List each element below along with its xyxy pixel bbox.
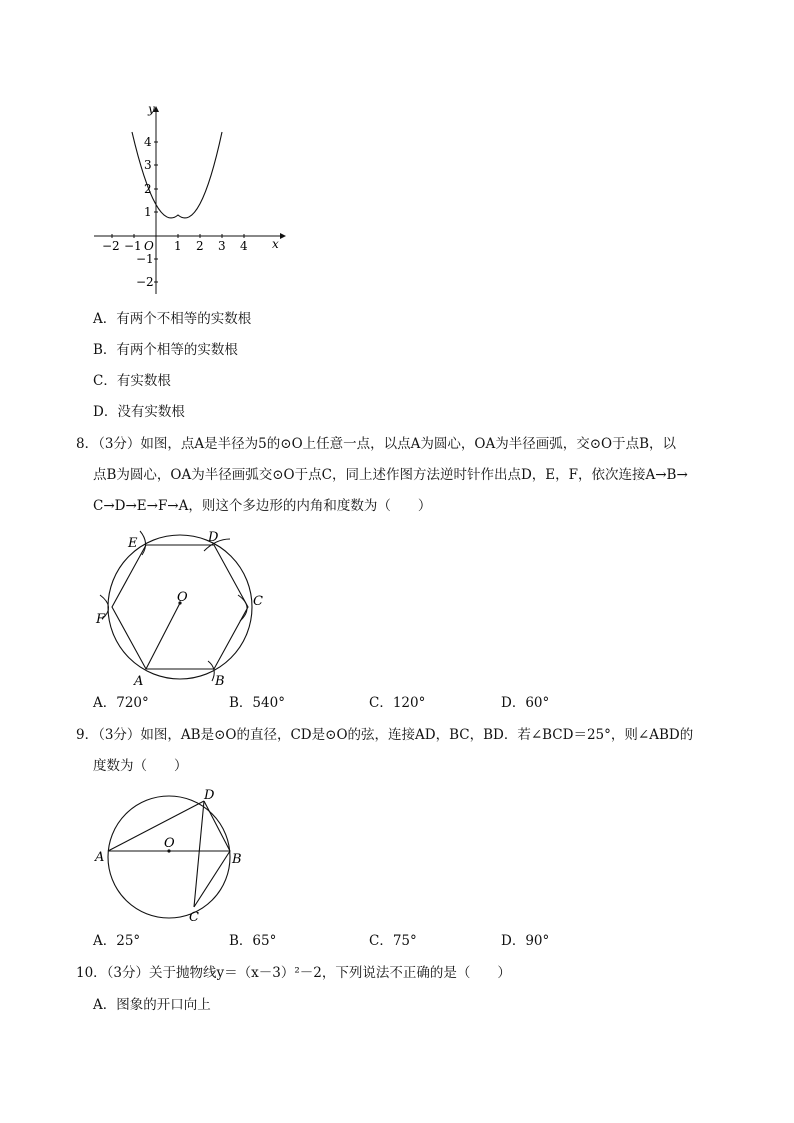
q8-stem-line2: 点B为圆心，OA为半径画弧交⊙O于点C，同上述作图方法逆时针作出点D，E，F，依次连接A→B→ [93, 467, 688, 483]
parabola-graph [90, 98, 290, 298]
q8-stem-line1: 8．（3分）如图，点A是半径为5的⊙O上任意一点，以点A为圆心，OA为半径画弧，交⊙O于点B，以 [76, 436, 677, 452]
q8-option-c: C．120° [369, 695, 426, 711]
graph-x-label: x [272, 237, 279, 251]
y-tick-label: −1 [136, 252, 154, 266]
q8-option-d: D．60° [501, 695, 550, 711]
q10-option-a: A．图象的开口向上 [93, 997, 211, 1013]
x-tick-label: 2 [196, 239, 204, 253]
y-tick-label: −2 [136, 275, 154, 289]
center-o-label: O [164, 836, 175, 851]
hexagon-in-circle-figure [90, 525, 280, 690]
y-tick-label: 4 [144, 135, 152, 149]
point-d-label: D [208, 530, 219, 545]
x-tick-label: −2 [102, 239, 120, 253]
q9-stem-line1: 9．（3分）如图，AB是⊙O的直径，CD是⊙O的弦，连接AD，BC，BD．若∠BCD＝25°，则∠ABD的 [76, 727, 694, 743]
q9-option-b: B．65° [229, 933, 277, 949]
x-tick-label: 3 [218, 239, 226, 253]
point-f-label: F [96, 612, 106, 627]
point-c-label: C [253, 594, 263, 609]
x-tick-label: −1 [124, 239, 142, 253]
point-a-label: A [134, 674, 144, 689]
point-b-label: B [232, 852, 242, 867]
point-a-label: A [95, 850, 105, 865]
q9-option-d: D．90° [501, 933, 550, 949]
q7-option-c: C．有实数根 [93, 373, 171, 389]
point-b-label: B [215, 674, 225, 689]
circle-diameter-figure [90, 785, 250, 925]
q8-option-a: A．720° [93, 695, 149, 711]
graph-origin-label: O [144, 239, 154, 253]
point-e-label: E [128, 536, 138, 551]
y-tick-label: 1 [144, 205, 152, 219]
center-o-label: O [177, 590, 188, 605]
y-tick-label: 2 [144, 182, 152, 196]
q9-option-a: A．25° [93, 933, 141, 949]
point-d-label: D [204, 788, 215, 803]
q7-option-a: A．有两个不相等的实数根 [93, 311, 252, 327]
q9-stem-line2: 度数为（ ） [93, 758, 188, 774]
graph-y-label: y [148, 102, 155, 116]
x-tick-label: 4 [240, 239, 248, 253]
x-tick-label: 1 [174, 239, 182, 253]
q9-option-c: C．75° [369, 933, 417, 949]
y-tick-label: 3 [144, 158, 152, 172]
q8-stem-line3: C→D→E→F→A，则这个多边形的内角和度数为（ ） [93, 498, 432, 514]
q10-stem: 10．（3分）关于抛物线y＝（x－3）²－2，下列说法不正确的是（ ） [76, 965, 511, 981]
q7-option-d: D．没有实数根 [93, 404, 185, 420]
q7-option-b: B．有两个相等的实数根 [93, 342, 238, 358]
q8-option-b: B．540° [229, 695, 285, 711]
point-c-label: C [189, 910, 199, 925]
